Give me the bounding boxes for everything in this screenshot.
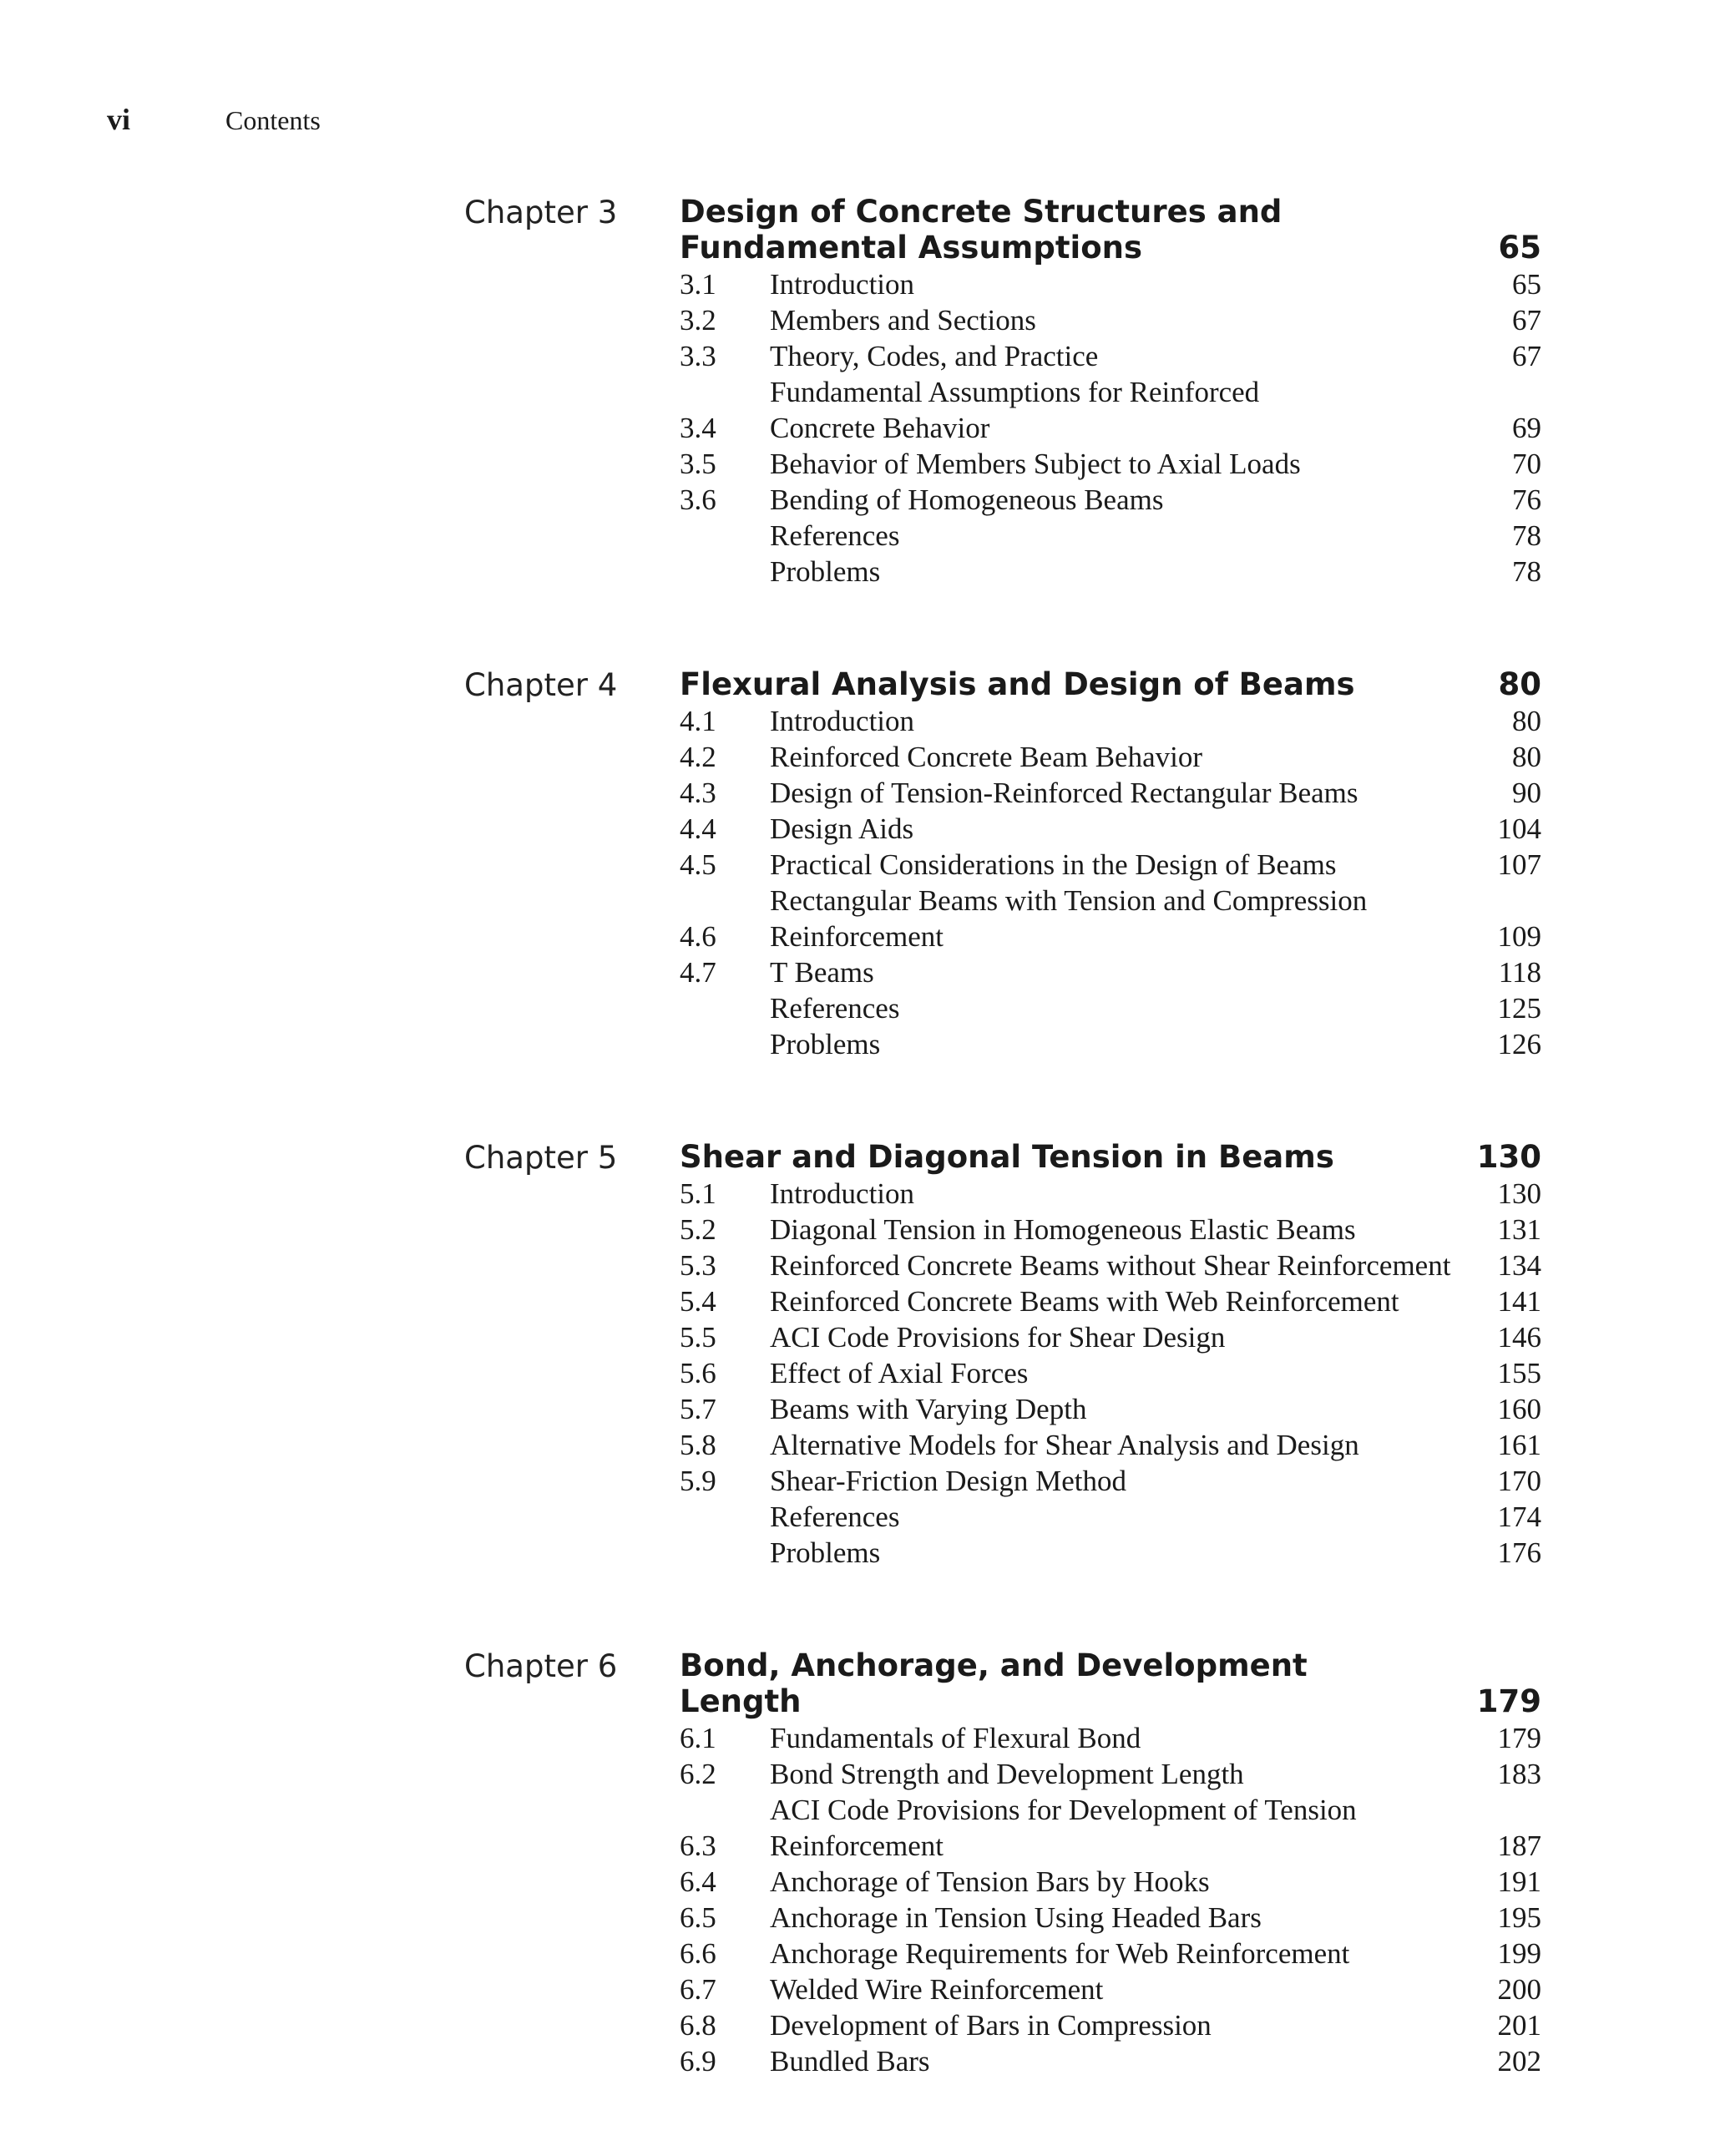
section-page-number: 201 (1497, 2009, 1541, 2042)
section-page-number: 131 (1497, 1213, 1541, 1246)
section-number: 6.6 (680, 1937, 716, 1970)
section-title: Members and Sections (770, 304, 1036, 337)
toc-section-row (680, 1212, 1541, 1248)
toc-section-row (680, 2043, 1541, 2079)
section-title: Bundled Bars (770, 2045, 930, 2078)
section-title: Alternative Models for Shear Analysis and Design (770, 1429, 1359, 1461)
section-title: Behavior of Members Subject to Axial Loads (770, 448, 1301, 480)
section-number: 6.4 (680, 1865, 716, 1898)
section-title: Introduction (770, 1177, 915, 1210)
section-page-number: 183 (1497, 1758, 1541, 1790)
toc-section-row (680, 1936, 1541, 1971)
section-number: 3.4 (680, 412, 716, 444)
toc-section-row (680, 1427, 1541, 1463)
section-title: T Beams (770, 956, 874, 989)
section-page-number: 76 (1512, 483, 1541, 516)
section-title: Fundamentals of Flexural Bond (770, 1722, 1141, 1754)
section-title: Reinforced Concrete Beams without Shear Reinforcement (770, 1249, 1451, 1282)
section-number: 5.6 (680, 1357, 716, 1389)
section-page-number: 67 (1512, 304, 1541, 337)
section-number: 6.3 (680, 1830, 716, 1862)
section-title: Anchorage Requirements for Web Reinforcement (770, 1937, 1350, 1970)
chapter-entries (680, 666, 1541, 1062)
section-title: Welded Wire Reinforcement (770, 1973, 1104, 2006)
section-number: 3.1 (680, 268, 716, 301)
section-page-number: 69 (1512, 412, 1541, 444)
section-page-number: 125 (1497, 992, 1541, 1025)
section-title: Problems (770, 1536, 881, 1569)
section-title: Anchorage of Tension Bars by Hooks (770, 1865, 1210, 1898)
section-page-number: 130 (1497, 1177, 1541, 1210)
section-number: 6.5 (680, 1901, 716, 1934)
running-head (107, 102, 321, 144)
toc-section-row (680, 703, 1541, 739)
chapter-title-row (680, 1647, 1541, 1719)
section-page-number: 107 (1497, 848, 1541, 881)
section-number: 6.9 (680, 2045, 716, 2078)
section-title: Problems (770, 555, 881, 588)
toc-section-row (680, 1248, 1541, 1283)
chapter-page-number: 130 (1476, 1139, 1541, 1175)
toc-section-row (680, 446, 1541, 482)
section-title: Bond Strength and Development Length (770, 1758, 1244, 1790)
toc-section-row (680, 1026, 1541, 1062)
section-page-number: 161 (1497, 1429, 1541, 1461)
toc-section-row (680, 990, 1541, 1026)
section-title: Development of Bars in Compression (770, 2009, 1212, 2042)
section-number: 6.1 (680, 1722, 716, 1754)
section-page-number: 179 (1497, 1722, 1541, 1754)
toc-section-row (680, 1391, 1541, 1427)
section-title: Bending of Homogeneous Beams (770, 483, 1164, 516)
section-page-number: 170 (1497, 1465, 1541, 1497)
section-page-number: 80 (1512, 705, 1541, 737)
chapter-title-row (680, 666, 1541, 702)
section-number: 4.7 (680, 956, 716, 989)
toc-section-row (680, 1319, 1541, 1355)
section-page-number: 80 (1512, 741, 1541, 773)
section-page-number: 160 (1497, 1393, 1541, 1425)
section-page-number: 78 (1512, 555, 1541, 588)
section-page-number: 90 (1512, 777, 1541, 809)
toc-section-row (680, 266, 1541, 302)
toc-section-row (680, 1971, 1541, 2007)
section-page-number: 155 (1497, 1357, 1541, 1389)
section-number: 4.3 (680, 777, 716, 809)
section-title: Beams with Varying Depth (770, 1393, 1087, 1425)
section-page-number: 195 (1497, 1901, 1541, 1934)
section-page-number: 118 (1498, 956, 1541, 989)
section-title: Shear-Friction Design Method (770, 1465, 1127, 1497)
chapter-title: Flexural Analysis and Design of Beams (680, 666, 1355, 702)
section-page-number: 104 (1497, 812, 1541, 845)
section-title: ACI Code Provisions for Shear Design (770, 1321, 1226, 1354)
section-number: 4.2 (680, 741, 716, 773)
section-title: Problems (770, 1028, 881, 1060)
section-title: Practical Considerations in the Design of Beams (770, 848, 1337, 881)
toc-section-row (680, 374, 1541, 446)
toc-section-row (680, 554, 1541, 590)
section-number: 4.5 (680, 848, 716, 881)
toc-section-row (680, 1176, 1541, 1212)
toc-section-row (680, 1792, 1541, 1864)
section-page-number: 187 (1497, 1830, 1541, 1862)
section-number: 5.5 (680, 1321, 716, 1354)
section-number: 4.4 (680, 812, 716, 845)
toc-section-row (680, 338, 1541, 374)
section-page-number: 176 (1497, 1536, 1541, 1569)
section-number: 3.2 (680, 304, 716, 337)
chapter-page-number: 179 (1476, 1683, 1541, 1719)
toc-section-row (680, 482, 1541, 518)
chapter-title-row (680, 1139, 1541, 1175)
chapter-title: Bond, Anchorage, and Development Length (680, 1647, 1308, 1719)
section-number: 3.5 (680, 448, 716, 480)
section-number: 6.2 (680, 1758, 716, 1790)
toc-section-row (680, 1499, 1541, 1535)
section-number: 4.6 (680, 920, 716, 953)
section-page-number: 109 (1497, 920, 1541, 953)
section-page-number: 202 (1497, 2045, 1541, 2078)
section-page-number: 146 (1497, 1321, 1541, 1354)
chapter-page-number: 80 (1498, 666, 1541, 702)
chapter-title-row (680, 194, 1541, 266)
section-number: 5.7 (680, 1393, 716, 1425)
section-number: 3.3 (680, 340, 716, 372)
section-number: 5.9 (680, 1465, 716, 1497)
chapter-block (464, 1647, 1541, 2079)
toc-section-row (680, 518, 1541, 554)
section-title: Introduction (770, 268, 915, 301)
section-number: 4.1 (680, 705, 716, 737)
section-number: 5.2 (680, 1213, 716, 1246)
toc-section-row (680, 739, 1541, 775)
section-title: References (770, 1501, 900, 1533)
section-page-number: 199 (1497, 1937, 1541, 1970)
toc-section-row (680, 2007, 1541, 2043)
section-page-number: 65 (1512, 268, 1541, 301)
chapter-label: Chapter 4 (464, 667, 618, 703)
section-title: Theory, Codes, and Practice (770, 340, 1099, 372)
section-page-number: 134 (1497, 1249, 1541, 1282)
section-title: Design of Tension-Reinforced Rectangular Beams (770, 777, 1358, 809)
section-number: 6.7 (680, 1973, 716, 2006)
toc-section-row (680, 1864, 1541, 1900)
toc-section-row (680, 1535, 1541, 1571)
section-title: Reinforced Concrete Beam Behavior (770, 741, 1202, 773)
table-of-contents (464, 194, 1541, 2156)
section-title: Effect of Axial Forces (770, 1357, 1029, 1389)
section-page-number: 191 (1497, 1865, 1541, 1898)
section-number: 3.6 (680, 483, 716, 516)
section-title: Rectangular Beams with Tension and Compression Reinforcement (770, 884, 1368, 953)
section-title: Diagonal Tension in Homogeneous Elastic Beams (770, 1213, 1356, 1246)
toc-section-row (680, 1900, 1541, 1936)
section-title: Fundamental Assumptions for Reinforced Concrete Behavior (770, 376, 1260, 444)
section-title: References (770, 519, 900, 552)
section-number: 5.3 (680, 1249, 716, 1282)
chapter-block (464, 1139, 1541, 1571)
chapter-page-number: 65 (1498, 230, 1541, 266)
page-number: vi (107, 103, 131, 136)
section-number: 5.8 (680, 1429, 716, 1461)
toc-section-row (680, 1720, 1541, 1756)
toc-section-row (680, 1756, 1541, 1792)
chapter-title: Shear and Diagonal Tension in Beams (680, 1139, 1334, 1175)
chapter-title: Design of Concrete Structures and Fundamental Assumptions (680, 194, 1282, 266)
section-number: 5.1 (680, 1177, 716, 1210)
chapter-entries (680, 1647, 1541, 2079)
toc-section-row (680, 775, 1541, 811)
section-title: ACI Code Provisions for Development of Tension Reinforcement (770, 1794, 1357, 1862)
section-page-number: 141 (1497, 1285, 1541, 1318)
chapter-block (464, 666, 1541, 1062)
toc-section-row (680, 302, 1541, 338)
section-page-number: 200 (1497, 1973, 1541, 2006)
running-title: Contents (225, 105, 321, 135)
toc-section-row (680, 811, 1541, 847)
section-number: 6.8 (680, 2009, 716, 2042)
toc-section-row (680, 1463, 1541, 1499)
chapter-label: Chapter 6 (464, 1648, 618, 1684)
section-page-number: 174 (1497, 1501, 1541, 1533)
chapter-block (464, 194, 1541, 590)
section-title: References (770, 992, 900, 1025)
section-title: Reinforced Concrete Beams with Web Reinforcement (770, 1285, 1399, 1318)
toc-section-row (680, 1283, 1541, 1319)
chapter-label: Chapter 3 (464, 195, 618, 230)
section-page-number: 78 (1512, 519, 1541, 552)
toc-section-row (680, 847, 1541, 883)
chapter-entries (680, 194, 1541, 590)
section-title: Design Aids (770, 812, 914, 845)
chapter-label: Chapter 5 (464, 1140, 618, 1176)
toc-section-row (680, 954, 1541, 990)
toc-section-row (680, 883, 1541, 954)
section-page-number: 126 (1497, 1028, 1541, 1060)
toc-section-row (680, 1355, 1541, 1391)
section-number: 5.4 (680, 1285, 716, 1318)
section-page-number: 67 (1512, 340, 1541, 372)
section-page-number: 70 (1512, 448, 1541, 480)
section-title: Anchorage in Tension Using Headed Bars (770, 1901, 1262, 1934)
chapter-entries (680, 1139, 1541, 1571)
section-title: Introduction (770, 705, 915, 737)
